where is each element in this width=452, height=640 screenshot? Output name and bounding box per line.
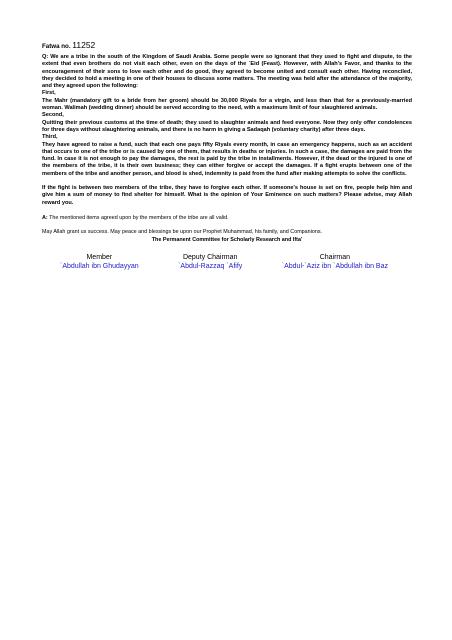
committee-name: The Permanent Committee for Scholarly Research and Ifta' bbox=[151, 236, 303, 243]
second-heading: Second, bbox=[42, 112, 64, 119]
signatory-name: `Abdul-Razzaq `Afify bbox=[178, 262, 243, 270]
signatory-member bbox=[60, 253, 139, 271]
signatory-role: Member bbox=[86, 253, 113, 261]
closing-text: May Allah grant us success. May peace and blessings be upon our Prophet Muhammad, his family, and Companions. bbox=[42, 228, 323, 235]
question-intro: Q: We are a tribe in the south of the Kingdom of Saudi Arabia. Some people were so ignorant that they used to fight and dispute, to the extent that even brothers do not visit each other, even on the days of the `Eid (Feast). However, with Allah's Favor, and thanks to the encouragement of their sons to love each other and do good, they agreed to become united and consult each other. Having reconciled, they decided to hold a meeting in one of their houses to discuss some matters. The meeting was held after the attendance of the majority, and they agreed upon the following: bbox=[42, 54, 412, 90]
answer-prefix: A: bbox=[42, 214, 48, 221]
second-text: Quitting their previous customs at the time of death; they used to slaughter animals and feed everyone. Now they only offer condolences for three days without slaughtering animals, and there is no harm in giving a Sadaqah (voluntary charity) after three days. bbox=[42, 119, 412, 133]
signatory-name: `Abdullah ibn Ghudayyan bbox=[60, 262, 139, 270]
signatory-chairman bbox=[282, 253, 388, 271]
signatory-role: Deputy Chairman bbox=[182, 253, 238, 261]
signatory-deputy-chairman bbox=[178, 253, 242, 271]
fatwa-label: Fatwa no. bbox=[42, 43, 71, 50]
question-block bbox=[42, 54, 412, 207]
answer-block bbox=[42, 215, 412, 222]
first-heading: First, bbox=[42, 90, 56, 97]
first-text: The Mahr (mandatory gift to a bride from her groom) should be 30,000 Riyals for a virgin, and less than that for a previously-married woman. Walimah (wedding dinner) should be served according to the need, with a maximum limit of four slaughtered animals. bbox=[42, 97, 412, 112]
fatwa-number-line bbox=[42, 40, 412, 50]
third-text: They have agreed to raise a fund, such that each one pays fifty Riyals every month, in case an emergency happens, such as an accident that occurs to one of the tribe or is caused by one of them, that results in deaths or injuries. In such a case, the damages are paid from the fund. In case it is not enough to pay the damages, the rest is paid by the tribe in installments. However, if the dead or the injured is one of the members of the tribe, it is their own business; they can either forgive or accept the damages. If a fight erupts between one of the members of the tribe and another person, and blood is shed, indemnity is paid from the fund after making attempts to solve the conflicts. bbox=[42, 141, 412, 177]
answer-text: The mentioned items agreed upon by the members of the tribe are all valid. bbox=[47, 214, 229, 221]
signatory-name: `Abdul-`Aziz ibn `Abdullah ibn Baz bbox=[281, 262, 388, 270]
signatory-role: Chairman bbox=[319, 253, 351, 261]
third-heading: Third, bbox=[42, 134, 58, 141]
fatwa-number: 11252 bbox=[72, 40, 96, 50]
signatories bbox=[60, 253, 388, 271]
final-question-text: If the fight is between two members of the tribe, they have to forgive each other. If someone's house is set on fire, people help him and give him a sum of money to find shelter for himself. What is the opinion of Your Eminence on such matters? Please advise, may Allah reward you. bbox=[42, 185, 412, 206]
